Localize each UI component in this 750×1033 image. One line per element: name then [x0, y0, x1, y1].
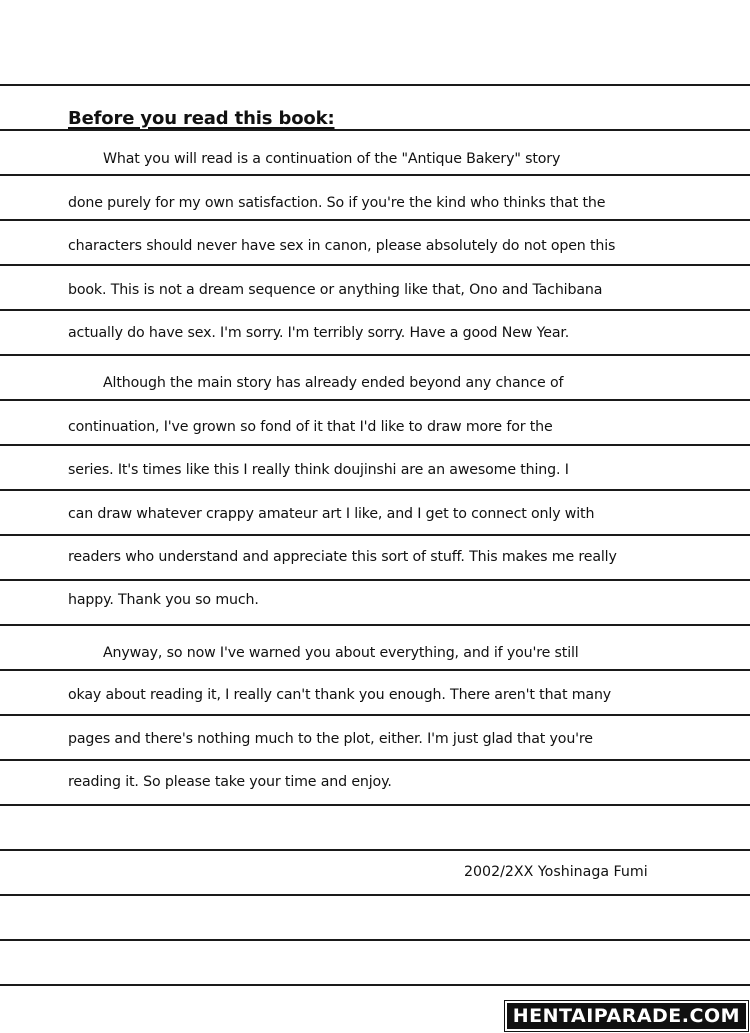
ruled-line [0, 174, 750, 176]
ruled-line [0, 309, 750, 311]
paragraph-line: done purely for my own satisfaction. So if you're the kind who thinks that the [68, 195, 606, 211]
ruled-line [0, 939, 750, 941]
ruled-line [0, 894, 750, 896]
page-heading: Before you read this book: [68, 108, 335, 129]
paragraph-line: happy. Thank you so much. [68, 592, 259, 608]
paragraph-line: continuation, I've grown so fond of it that I'd like to draw more for the [68, 419, 553, 435]
paragraph-line: What you will read is a continuation of the "Antique Bakery" story [103, 151, 561, 167]
paragraph-line: characters should never have sex in canon, please absolutely do not open this [68, 238, 616, 254]
ruled-line [0, 579, 750, 581]
ruled-line [0, 714, 750, 716]
paragraph-line: can draw whatever crappy amateur art I like, and I get to connect only with [68, 506, 595, 522]
paragraph-line: readers who understand and appreciate this sort of stuff. This makes me really [68, 549, 617, 565]
paragraph-line: series. It's times like this I really think doujinshi are an awesome thing. I [68, 462, 569, 478]
watermark-text: HENTAIPARADE.COM [512, 1005, 740, 1027]
ruled-line [0, 399, 750, 401]
ruled-line [0, 444, 750, 446]
ruled-line [0, 804, 750, 806]
ruled-line [0, 264, 750, 266]
ruled-line [0, 624, 750, 626]
ruled-line [0, 849, 750, 851]
watermark-badge [505, 1001, 748, 1031]
ruled-line [0, 129, 750, 131]
ruled-line [0, 219, 750, 221]
paragraph-line: pages and there's nothing much to the plot, either. I'm just glad that you're [68, 731, 593, 747]
paragraph-line: Anyway, so now I've warned you about everything, and if you're still [103, 645, 579, 661]
paragraph-line: reading it. So please take your time and enjoy. [68, 774, 392, 790]
paragraph-line: Although the main story has already ended beyond any chance of [103, 375, 564, 391]
signature: 2002/2XX Yoshinaga Fumi [464, 864, 648, 880]
ruled-line [0, 354, 750, 356]
ruled-line [0, 84, 750, 86]
ruled-line [0, 489, 750, 491]
ruled-line [0, 534, 750, 536]
paragraph-line: okay about reading it, I really can't thank you enough. There aren't that many [68, 687, 612, 703]
ruled-line [0, 669, 750, 671]
paragraph-line: book. This is not a dream sequence or anything like that, Ono and Tachibana [68, 282, 603, 298]
paragraph-line: actually do have sex. I'm sorry. I'm terribly sorry. Have a good New Year. [68, 325, 570, 341]
ruled-line [0, 984, 750, 986]
ruled-line [0, 759, 750, 761]
